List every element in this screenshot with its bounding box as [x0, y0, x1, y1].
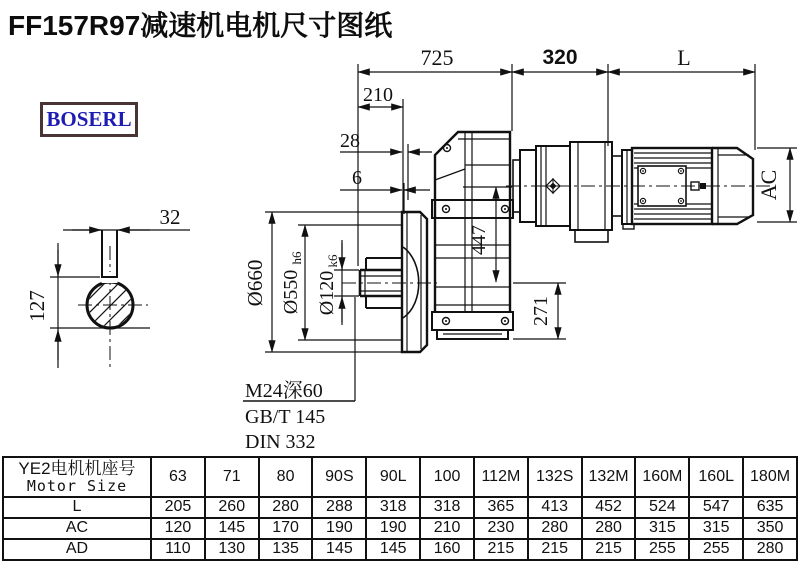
motor-size-table: [2, 456, 798, 561]
table-row-AD: [3, 539, 797, 560]
table-cell: 190: [312, 518, 366, 539]
table-cell: 280: [528, 518, 582, 539]
table-row-L: [3, 497, 797, 518]
col-header: 80: [259, 457, 313, 497]
table-cell: 318: [366, 497, 420, 518]
dim-127: 127: [25, 290, 49, 322]
table-header-row: [3, 457, 797, 497]
table-cell: 413: [528, 497, 582, 518]
table-cell: 230: [474, 518, 528, 539]
row-label: AC: [3, 518, 151, 539]
thread-note: M24深60: [245, 380, 323, 402]
table-cell: 210: [420, 518, 474, 539]
col-header: 132S: [528, 457, 582, 497]
table-cell: 452: [582, 497, 636, 518]
table-cell: 145: [205, 518, 259, 539]
table-cell: 255: [635, 539, 689, 560]
standard-gb: GB/T 145: [245, 406, 326, 428]
dim-d120: Ø120: [316, 270, 338, 316]
table-cell: 288: [312, 497, 366, 518]
table-cell: 215: [528, 539, 582, 560]
dim-d550: Ø550: [280, 269, 302, 315]
table-cell: 145: [312, 539, 366, 560]
table-cell: 130: [205, 539, 259, 560]
table-header-motor-size: [3, 457, 151, 497]
page-title: FF157R97减速机电机尺寸图纸: [8, 10, 393, 41]
col-header: 160L: [689, 457, 743, 497]
table-cell: 120: [151, 518, 205, 539]
col-header: 90S: [312, 457, 366, 497]
col-header: 63: [151, 457, 205, 497]
table-cell: 260: [205, 497, 259, 518]
output-flange: [342, 212, 437, 352]
header-en: Motor Size: [26, 477, 128, 496]
table-cell: 635: [743, 497, 797, 518]
dim-725: 725: [420, 45, 454, 70]
col-header: 100: [420, 457, 474, 497]
table-cell: 365: [474, 497, 528, 518]
logo-text: BOSERL: [46, 107, 132, 131]
table-cell: 135: [259, 539, 313, 560]
table-cell: 315: [635, 518, 689, 539]
table-cell: 280: [582, 518, 636, 539]
dim-d550-tol: h6: [289, 251, 304, 265]
table-cell: 110: [151, 539, 205, 560]
header-cn: YE2电机机座号: [18, 458, 136, 478]
col-header: 160M: [635, 457, 689, 497]
table-cell: 215: [582, 539, 636, 560]
shaft-section-view: [50, 230, 190, 368]
dim-d120-tol: k6: [325, 254, 340, 268]
table-row-AC: [3, 518, 797, 539]
col-header: 71: [205, 457, 259, 497]
table-cell: 318: [420, 497, 474, 518]
table-cell: 190: [366, 518, 420, 539]
table-cell: 205: [151, 497, 205, 518]
dim-320: 320: [542, 46, 578, 69]
table-cell: 215: [474, 539, 528, 560]
table-cell: 524: [635, 497, 689, 518]
dim-L: L: [677, 45, 691, 70]
dim-32: 32: [159, 205, 181, 229]
table-cell: 280: [743, 539, 797, 560]
dim-d660: Ø660: [243, 259, 267, 307]
motor-adapter: [513, 142, 622, 242]
dim-AC: AC: [756, 169, 781, 201]
dim-271: 271: [530, 296, 552, 326]
dim-28: 28: [340, 130, 360, 152]
dim-6: 6: [352, 167, 362, 189]
col-header: 132M: [582, 457, 636, 497]
row-label: L: [3, 497, 151, 518]
table-cell: 255: [689, 539, 743, 560]
table-cell: 350: [743, 518, 797, 539]
col-header: 90L: [366, 457, 420, 497]
table-cell: 547: [689, 497, 743, 518]
dim-210: 210: [363, 84, 393, 106]
table-cell: 160: [420, 539, 474, 560]
standard-din: DIN 332: [245, 431, 316, 453]
row-label: AD: [3, 539, 151, 560]
col-header: 180M: [743, 457, 797, 497]
table-cell: 280: [259, 497, 313, 518]
table-cell: 170: [259, 518, 313, 539]
table-cell: 315: [689, 518, 743, 539]
dim-447: 447: [468, 225, 490, 255]
col-header: 112M: [474, 457, 528, 497]
table-cell: 145: [366, 539, 420, 560]
